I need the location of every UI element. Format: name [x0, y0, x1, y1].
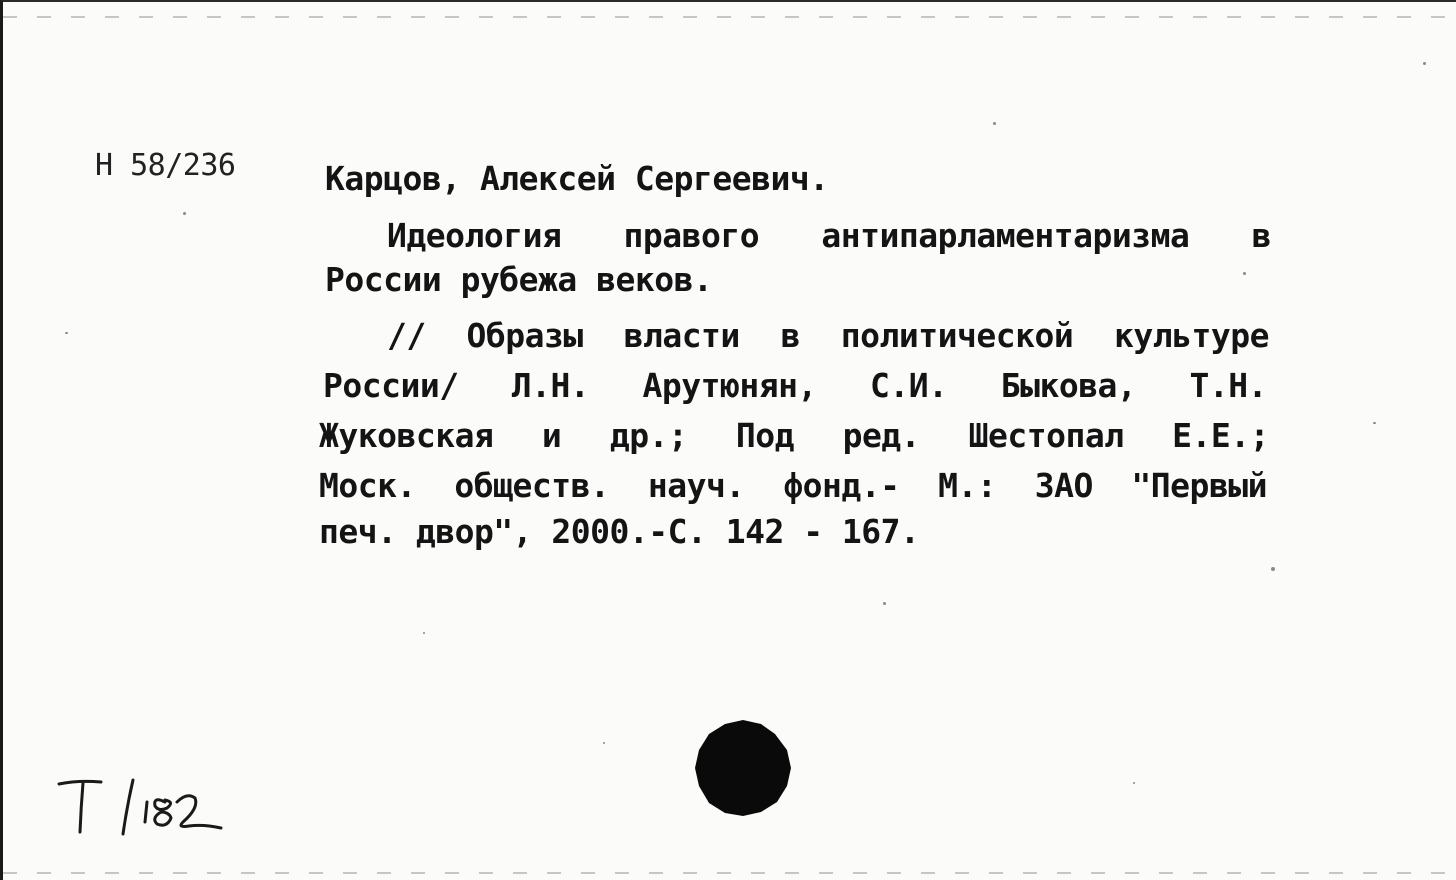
shelfmark: Н 58/236: [95, 148, 236, 183]
punch-hole: [691, 716, 795, 820]
source-line-1: // Образы власти в политической культуре: [387, 316, 1269, 355]
scan-speck: [1271, 567, 1275, 571]
source-line-3: Жуковская и др.; Под ред. Шестопал Е.Е.;: [319, 416, 1269, 455]
scan-artifact-line-top: [3, 16, 1456, 18]
scan-speck: [993, 122, 996, 125]
scan-speck: [1133, 782, 1135, 784]
scan-artifact-line-bottom: [3, 872, 1456, 874]
scan-speck: [1423, 62, 1426, 65]
source-line-5: печ. двор", 2000.-С. 142 - 167.: [319, 512, 920, 551]
scan-speck: [183, 212, 186, 215]
scan-speck: [65, 332, 68, 334]
scan-speck: [1243, 272, 1246, 275]
title-line-1: Идеология правого антипарламентаризма в: [387, 216, 1271, 255]
source-line-2: России/ Л.Н. Арутюнян, С.И. Быкова, Т.Н.: [323, 366, 1267, 405]
scan-speck: [1373, 422, 1376, 424]
source-line-4: Моск. обществ. науч. фонд.- М.: ЗАО "Первый: [319, 466, 1267, 505]
scan-speck: [883, 602, 886, 605]
author-heading: Карцов, Алексей Сергеевич.: [325, 159, 829, 198]
scan-speck: [603, 742, 605, 744]
title-line-2: России рубежа веков.: [325, 260, 713, 299]
handwritten-call-number: [53, 772, 233, 842]
scan-speck: [423, 632, 425, 634]
